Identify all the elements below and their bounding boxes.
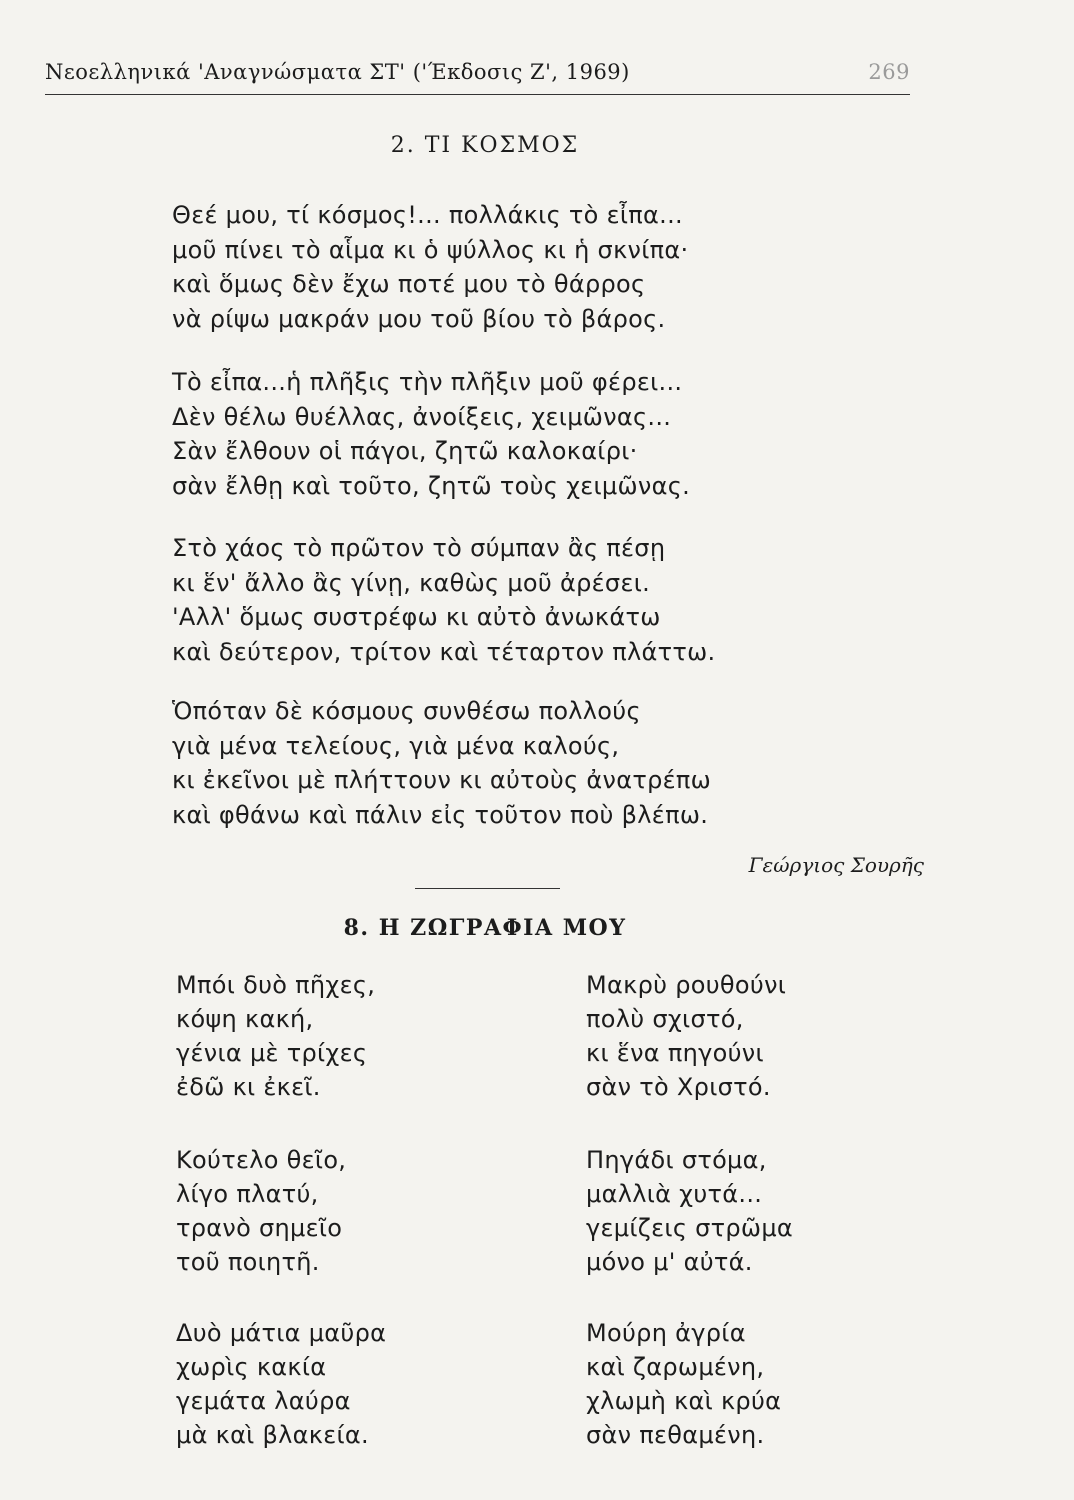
verse-line: κι ἕν' ἄλλο ἂς γίνῃ, καθὼς μοῦ ἀρέσει. bbox=[172, 568, 651, 597]
verse-line: Κούτελο θεῖο, bbox=[176, 1146, 347, 1174]
stanza bbox=[172, 531, 715, 669]
verse-line: τρανὸ σημεῖο bbox=[176, 1214, 343, 1242]
verse-line: γεμάτα λαύρα bbox=[176, 1387, 351, 1415]
stanza bbox=[586, 968, 786, 1104]
verse-line: Ὁπόταν δὲ κόσμους συνθέσω πολλούς bbox=[172, 697, 641, 725]
verse-line: πολὺ σχιστό, bbox=[586, 1005, 744, 1033]
verse-line: Στὸ χάος τὸ πρῶτον τὸ σύμπαν ἂς πέσῃ bbox=[172, 534, 666, 562]
verse-line: Μούρη ἀγρία bbox=[586, 1319, 746, 1347]
verse-line: χωρὶς κακία bbox=[176, 1353, 327, 1381]
section-divider bbox=[415, 888, 560, 889]
verse-line: Μπόι δυὸ πῆχες, bbox=[176, 971, 376, 999]
verse-line: καὶ φθάνω καὶ πάλιν εἰς τοῦτον ποὺ βλέπω. bbox=[172, 800, 709, 829]
verse-line: σὰν πεθαμένη. bbox=[586, 1421, 765, 1449]
verse-line: λίγο πλατύ, bbox=[176, 1180, 319, 1208]
stanza bbox=[586, 1316, 781, 1452]
verse-line: μόνο μ' αὐτά. bbox=[586, 1248, 753, 1276]
verse-line: μὰ καὶ βλακεία. bbox=[176, 1421, 369, 1449]
stanza bbox=[176, 1316, 386, 1452]
verse-line: γιὰ μένα τελείους, γιὰ μένα καλούς, bbox=[172, 731, 620, 760]
verse-line: μαλλιὰ χυτά... bbox=[586, 1180, 763, 1208]
verse-line: σὰν τὸ Χριστό. bbox=[586, 1073, 771, 1101]
verse-line: γένια μὲ τρίχες bbox=[176, 1039, 368, 1067]
verse-line: ἐδῶ κι ἐκεῖ. bbox=[176, 1073, 321, 1101]
stanza bbox=[176, 1143, 346, 1279]
verse-line: γεμίζεις στρῶμα bbox=[586, 1214, 794, 1242]
stanza bbox=[172, 365, 690, 503]
verse-line: νὰ ρίψω μακράν μου τοῦ βίου τὸ βάρος. bbox=[172, 304, 666, 333]
running-header bbox=[45, 58, 910, 98]
verse-line: 'Αλλ' ὅμως συστρέφω κι αὐτὸ ἀνωκάτω bbox=[172, 603, 661, 631]
book-title: Νεοελληνικά 'Αναγνώσματα ΣΤ' ('Έκδοσις Ζ', 1969) bbox=[45, 60, 630, 84]
verse-line: Πηγάδι στόμα, bbox=[586, 1146, 767, 1174]
verse-line: κι ἕνα πηγούνι bbox=[586, 1039, 764, 1067]
verse-line: Σὰν ἔλθουν οἱ πάγοι, ζητῶ καλοκαίρι· bbox=[172, 437, 638, 465]
stanza bbox=[176, 968, 375, 1104]
verse-line: Δυὸ μάτια μαῦρα bbox=[176, 1319, 387, 1347]
verse-line: Δὲν θέλω θυέλλας, ἀνοίξεις, χειμῶνας... bbox=[172, 402, 672, 431]
stanza bbox=[172, 694, 711, 832]
verse-line: τοῦ ποιητῆ. bbox=[176, 1248, 320, 1276]
poem-author: Γεώργιος Σουρῆς bbox=[748, 853, 924, 877]
verse-line: κι ἐκεῖνοι μὲ πλήττουν κι αὐτοὺς ἀνατρέπω bbox=[172, 766, 712, 794]
stanza bbox=[172, 198, 688, 336]
verse-line: σὰν ἔλθῃ καὶ τοῦτο, ζητῶ τοὺς χειμῶνας. bbox=[172, 471, 691, 500]
poem-title: 8. Η ΖΩΓΡΑΦΙΑ ΜΟΥ bbox=[343, 915, 627, 941]
verse-line: Τὸ εἶπα...ἡ πλῆξις τὴν πλῆξιν μοῦ φέρει... bbox=[172, 368, 683, 396]
poem-title: 2. ΤΙ ΚΟΣΜΟΣ bbox=[390, 133, 580, 158]
page-number: 269 bbox=[868, 60, 910, 84]
verse-line: καὶ ζαρωμένη, bbox=[586, 1353, 765, 1381]
verse-line: μοῦ πίνει τὸ αἷμα κι ὁ ψύλλος κι ἡ σκνίπα· bbox=[172, 235, 689, 264]
verse-line: Μακρὺ ρουθούνι bbox=[586, 971, 787, 999]
verse-line: κόψη κακή, bbox=[176, 1005, 314, 1033]
verse-line: καὶ ὅμως δὲν ἔχω ποτέ μου τὸ θάρρος bbox=[172, 270, 646, 298]
verse-line: καὶ δεύτερον, τρίτον καὶ τέταρτον πλάττω. bbox=[172, 637, 716, 666]
verse-line: Θεέ μου, τί κόσμος!... πολλάκις τὸ εἶπα... bbox=[172, 201, 683, 229]
header-rule bbox=[45, 94, 910, 95]
stanza bbox=[586, 1143, 793, 1279]
verse-line: χλωμὴ καὶ κρύα bbox=[586, 1387, 782, 1415]
